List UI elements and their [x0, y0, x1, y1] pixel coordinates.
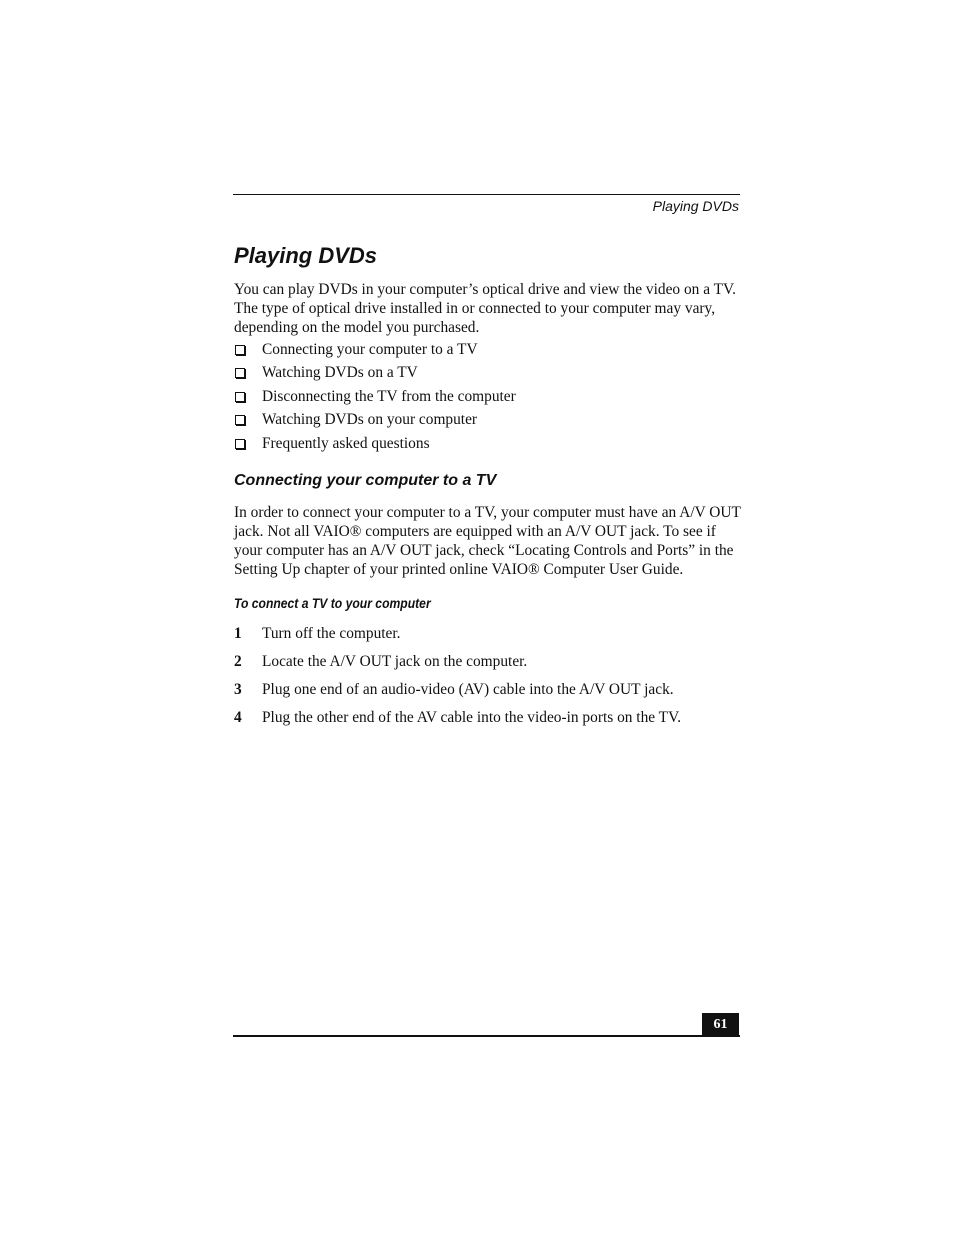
- checkbox-bullet-icon: [235, 345, 245, 355]
- step-number: 1: [234, 625, 242, 642]
- section-paragraph: In order to connect your computer to a TV, your computer must have an A/V OUT jack. Not all VAIO® computers are equipped with an A/V OUT jack. To see if your computer has an A/V OUT jack, check “Locating Controls and Ports” in the Setting Up chapter of your printed online VAIO® Computer User Guide.: [234, 504, 741, 578]
- topic-label: Watching DVDs on your computer: [262, 411, 478, 429]
- section-heading: Connecting your computer to a TV: [234, 472, 497, 489]
- step-number: 2: [234, 653, 242, 670]
- list-item: [234, 387, 516, 410]
- step-text: Locate the A/V OUT jack on the computer.: [262, 653, 528, 670]
- header-rule: [233, 194, 740, 195]
- topic-label: Watching DVDs on a TV: [262, 364, 418, 382]
- list-item: [234, 363, 516, 386]
- checkbox-bullet-icon: [235, 439, 245, 449]
- procedure-steps: [234, 624, 681, 736]
- step-item: [234, 652, 681, 680]
- checkbox-bullet-icon: [235, 392, 245, 402]
- running-header: Playing DVDs: [652, 198, 739, 214]
- step-text: Plug one end of an audio-video (AV) cable into the A/V OUT jack.: [262, 681, 674, 698]
- step-number: 4: [234, 709, 242, 726]
- list-item: [234, 340, 516, 363]
- intro-paragraph: You can play DVDs in your computer’s optical drive and view the video on a TV. The type of optical drive installed in or connected to your computer may vary, depending on the model you purchased.: [234, 281, 736, 336]
- list-item: [234, 434, 516, 457]
- topic-label: Disconnecting the TV from the computer: [262, 387, 516, 405]
- topic-label: Connecting your computer to a TV: [262, 341, 478, 358]
- page-title: Playing DVDs: [234, 243, 378, 268]
- topic-label: Frequently asked questions: [262, 434, 430, 452]
- procedure-title: To connect a TV to your computer: [234, 596, 431, 611]
- step-item: [234, 708, 681, 736]
- step-number: 3: [234, 681, 242, 698]
- step-text: Turn off the computer.: [262, 625, 401, 642]
- footer-rule: [233, 1035, 740, 1037]
- checkbox-bullet-icon: [235, 368, 245, 378]
- step-item: [234, 624, 681, 652]
- step-item: [234, 680, 681, 708]
- checkbox-bullet-icon: [235, 415, 245, 425]
- list-item: [234, 410, 516, 433]
- step-text: Plug the other end of the AV cable into the video-in ports on the TV.: [262, 709, 682, 726]
- page-number: 61: [702, 1013, 739, 1036]
- topic-list: [234, 340, 516, 457]
